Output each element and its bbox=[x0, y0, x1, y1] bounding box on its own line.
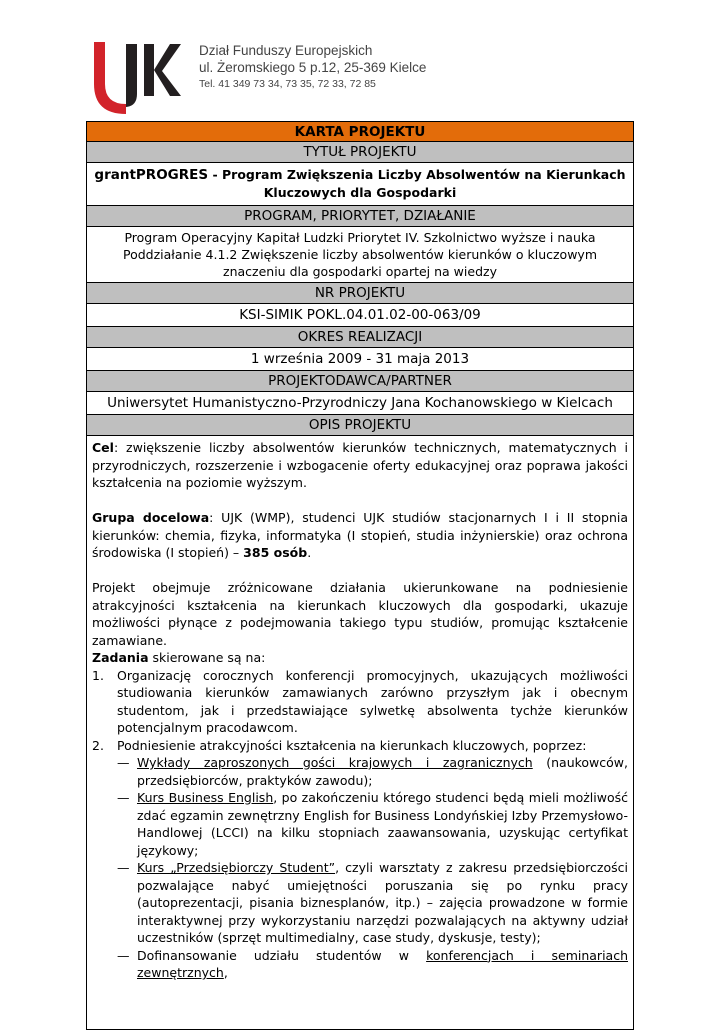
tasks-label: Zadania bbox=[92, 650, 149, 665]
task-text-1: Organizację corocznych konferencji promocyjnych, ukazujących możliwości studiowania kierunków zamawianych zarówno przyszłym jak i obecnym studentom, jak i przedstawiające sylwetkę absolwenta tychże kierunków potencjalnym pracodawcom. bbox=[117, 667, 628, 735]
program-label: PROGRAM, PRIORYTET, DZIAŁANIE bbox=[87, 206, 634, 227]
tasks-heading bbox=[92, 649, 628, 667]
target-group-count: 385 osób bbox=[243, 545, 308, 560]
entrepreneur-course-text: , czyli warsztaty z zakresu przedsiębiorczości pozwalające nabyć umiejętności poruszania się po rynku pracy (autoprezentacji, pisania biznesplanów, itp.) – zajęcia prowadzone w formie interaktywnej przy wykorzystaniu narzędzi pozwalających na aktywny udział uczestników (sprzęt multimedialny, case study, dyskusje, testy); bbox=[137, 860, 628, 945]
period-value: 1 września 2009 - 31 maja 2013 bbox=[87, 348, 634, 371]
logo-j-stem bbox=[126, 44, 137, 94]
subtask-item-entrepreneur bbox=[117, 859, 628, 947]
program-value bbox=[87, 227, 634, 283]
subtask-item-conferences bbox=[117, 947, 628, 982]
project-title bbox=[87, 163, 634, 206]
goal-label: Cel bbox=[92, 440, 114, 455]
title-label: TYTUŁ PROJEKTU bbox=[87, 142, 634, 163]
lectures-link[interactable]: Wykłady zaproszonych gości krajowych i zagranicznych bbox=[137, 755, 533, 770]
logo-k-stem bbox=[144, 44, 154, 96]
business-english-link[interactable]: Kurs Business English bbox=[137, 790, 274, 805]
task-number-1: 1. bbox=[92, 667, 104, 683]
partner-label: PROJEKTODAWCA/PARTNER bbox=[87, 371, 634, 392]
conferences-link[interactable]: konferencjach i seminariach zewnętrznych bbox=[137, 947, 628, 980]
dash-bullet: — bbox=[117, 755, 130, 770]
subtask-item-business-english bbox=[117, 789, 628, 859]
business-english-text: , po zakończeniu którego studenci będą mieli możliwość zdać egzamin zewnętrzny English for Business Londyńskiej Izby Przemysłowo-Handlowej (LCCI) na kilku stopniach zaawansowania, uzyskując certyfikat językowy; bbox=[137, 790, 628, 858]
logo-k-arms bbox=[154, 44, 181, 96]
card-heading: KARTA PROJEKTU bbox=[87, 122, 634, 142]
partner-value: Uniwersytet Humanistyczno-Przyrodniczy Jana Kochanowskiego w Kielcach bbox=[87, 392, 634, 415]
org-phone: Tel. 41 349 73 34, 73 35, 72 33, 72 85 bbox=[199, 78, 376, 90]
nr-value: KSI-SIMIK POKL.04.01.02-00-063/09 bbox=[87, 304, 634, 327]
program-line-2: Poddziałanie 4.1.2 Zwiększenie liczby absolwentów kierunków o kluczowym znaczeniu dla gospodarki opartej na wiedzy bbox=[122, 247, 598, 279]
task-number-2: 2. bbox=[92, 737, 104, 753]
project-paragraph: Projekt obejmuje zróżnicowane działania ukierunkowane na podniesienie atrakcyjności kształcenia na kierunkach kluczowych dla gospodarki, ukazuje możliwości płynące z podejmowania takiego typu studiów, promując kształcenie zamawiane. bbox=[92, 580, 628, 648]
lectures-text: (naukowców, przedsiębiorców, praktyków zawodu); bbox=[137, 755, 628, 788]
project-title-rest: - Program Zwiększenia Liczby Absolwentów na Kierunkach Kluczowych dla Gospodarki bbox=[208, 167, 626, 200]
logo-red-arc bbox=[94, 42, 126, 114]
org-name: Dział Funduszy Europejskich bbox=[199, 43, 373, 58]
dash-bullet: — bbox=[117, 947, 130, 963]
program-line-1: Program Operacyjny Kapitał Ludzki Priorytet IV. Szkolnictwo wyższe i nauka bbox=[124, 230, 596, 245]
entrepreneur-course-link[interactable]: Kurs „Przedsiębiorczy Student” bbox=[137, 860, 336, 875]
task-text-2: Podniesienie atrakcyjności kształcenia na kierunkach kluczowych, poprzez: bbox=[117, 737, 587, 753]
logo-j-hook bbox=[126, 94, 137, 107]
description-body bbox=[87, 436, 634, 1030]
ujk-logo bbox=[86, 40, 182, 118]
period-label: OKRES REALIZACJI bbox=[87, 327, 634, 348]
conferences-text: Dofinansowanie udziału studentów w bbox=[137, 947, 427, 963]
project-card-table bbox=[86, 121, 634, 1030]
project-title-main: grantPROGRES bbox=[94, 167, 209, 183]
target-group-paragraph bbox=[92, 509, 628, 562]
goal-text: : zwiększenie liczby absolwentów kierunków technicznych, matematycznych i przyrodniczych, rozszerzenie i wzbogacenie oferty edukacyjnej oraz poprawa jakości kształcenia na poziomie wyższym. bbox=[92, 440, 628, 490]
task-item-2 bbox=[92, 737, 628, 982]
tasks-intro: skierowane są na: bbox=[148, 650, 266, 665]
desc-label: OPIS PROJEKTU bbox=[87, 415, 634, 436]
target-group-label: Grupa docelowa bbox=[92, 510, 210, 525]
org-header bbox=[199, 42, 426, 92]
org-address: ul. Żeromskiego 5 p.12, 25-369 Kielce bbox=[199, 60, 427, 75]
target-group-text: : UJK (WMP), studenci UJK studiów stacjonarnych I i II stopnia kierunków: chemia, fizyka, informatyka (I stopień, studia inżynierskie) oraz ochrona środowiska (I stopień) – bbox=[92, 510, 628, 560]
subtask-item-lectures bbox=[117, 754, 628, 789]
task-item-1 bbox=[92, 667, 628, 737]
target-group-end: . bbox=[307, 545, 312, 560]
goal-paragraph bbox=[92, 439, 628, 492]
tasks-list bbox=[92, 667, 628, 982]
dash-bullet: — bbox=[117, 790, 130, 805]
dash-bullet: — bbox=[117, 860, 130, 875]
nr-label: NR PROJEKTU bbox=[87, 283, 634, 304]
task-2-sublist bbox=[117, 754, 628, 982]
conferences-end: , bbox=[223, 965, 228, 980]
